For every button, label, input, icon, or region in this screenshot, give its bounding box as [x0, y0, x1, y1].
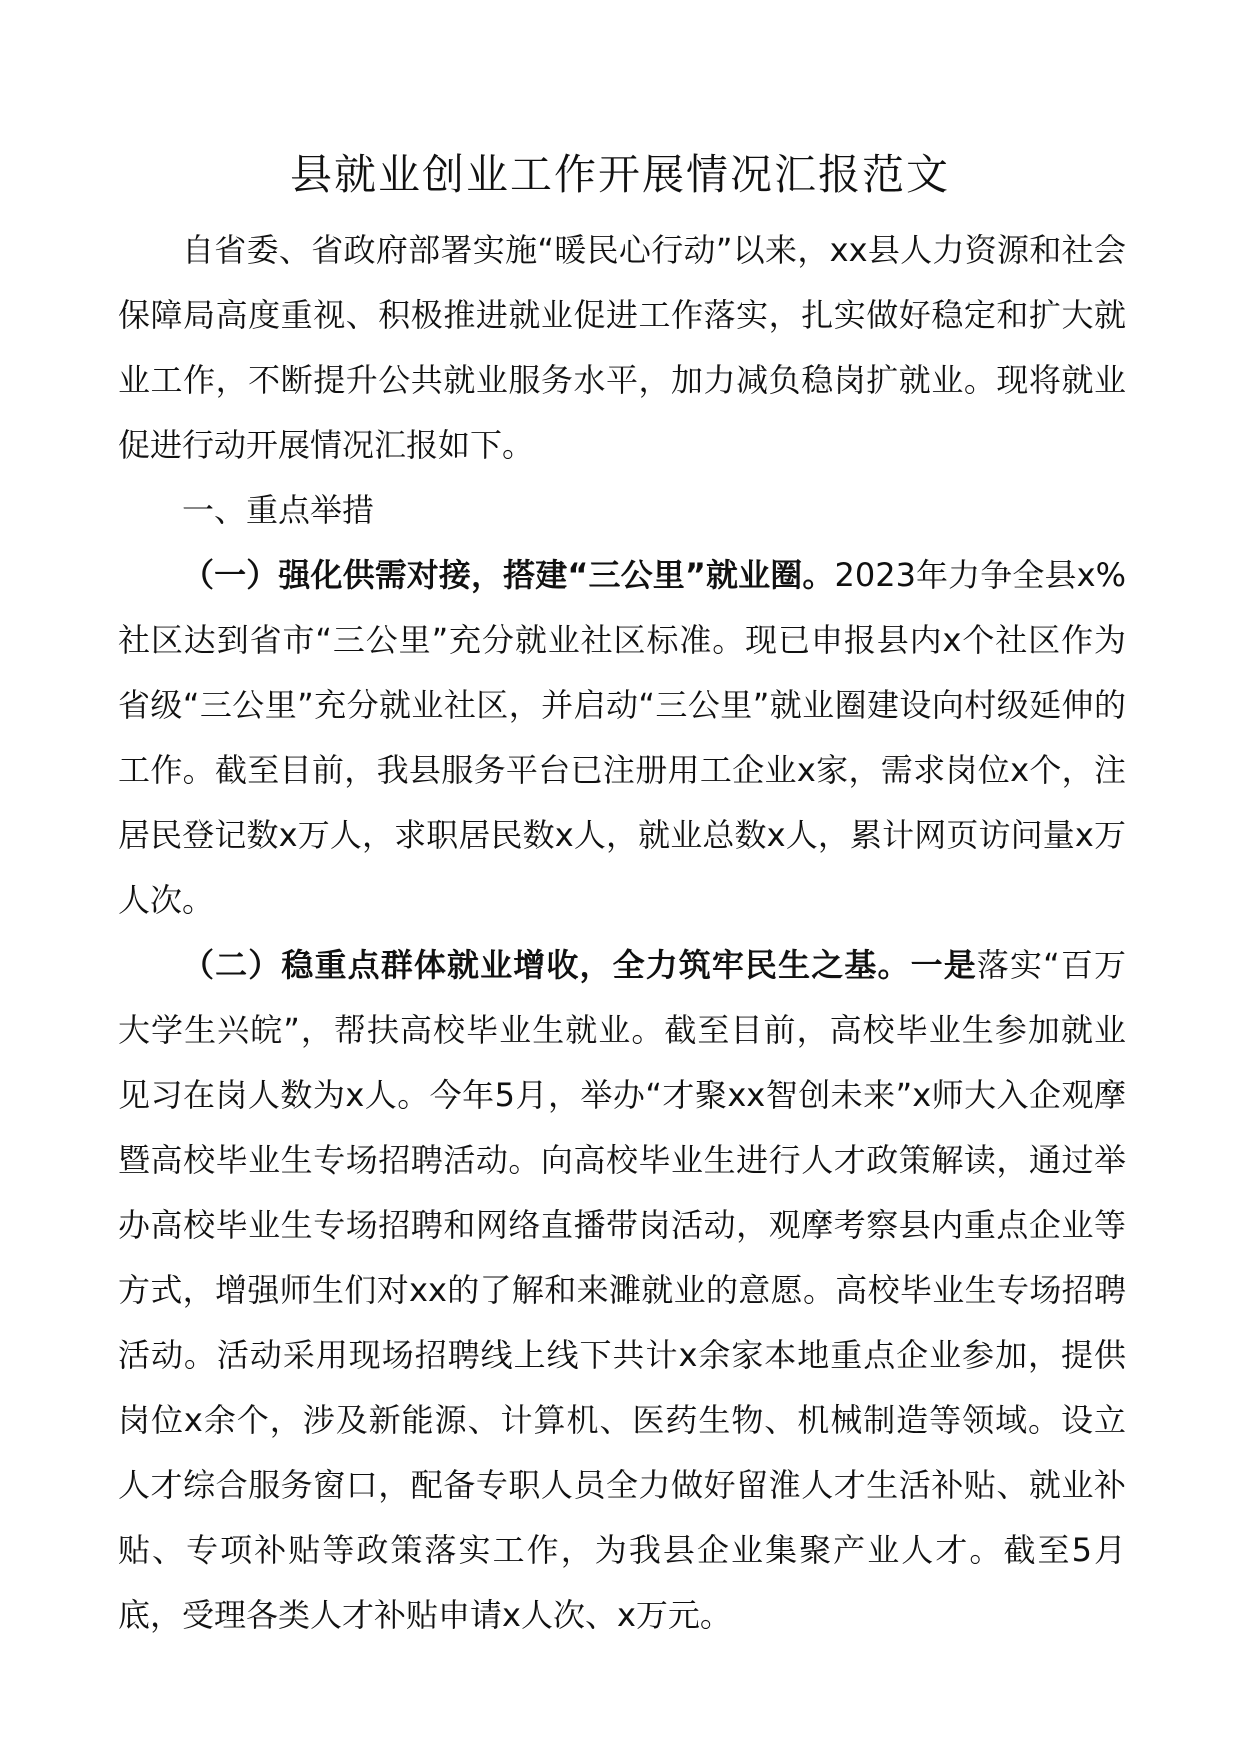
- item-1-paragraph: [118, 543, 1126, 933]
- item-2-sublead: 一是: [910, 946, 977, 984]
- intro-paragraph: 自省委、省政府部署实施“暖民心行动”以来，xx县人力资源和社会保障局高度重视、积极推进就业促进工作落实，扎实做好稳定和扩大就业工作，不断提升公共就业服务水平，加力减负稳岗扩就业。现将就业促进行动开展情况汇报如下。: [118, 231, 1126, 464]
- item-2-lead: （二）稳重点群体就业增收，全力筑牢民生之基。: [182, 946, 911, 984]
- section-heading-key-measures: 一、重点举措: [182, 491, 375, 529]
- item-2-text: 落实“百万大学生兴皖”，帮扶高校毕业生就业。截至目前，高校毕业生参加就业见习在岗人数为x人。今年5月，举办“才聚xx智创未来”x师大入企观摩暨高校毕业生专场招聘活动。向高校毕业生进行人才政策解读，通过举办高校毕业生专场招聘和网络直播带岗活动，观摩考察县内重点企业等方式，增强师生们对xx的了解和来濉就业的意愿。高校毕业生专场招聘活动。活动采用现场招聘线上线下共计x余家本地重点企业参加，提供岗位x余个，涉及新能源、计算机、医药生物、机械制造等领域。设立人才综合服务窗口，配备专职人员全力做好留淮人才生活补贴、就业补贴、专项补贴等政策落实工作，为我县企业集聚产业人才。截至5月底，受理各类人才补贴申请x人次、x万元。: [118, 946, 1126, 1634]
- document-title: 县就业创业工作开展情况汇报范文: [289, 150, 950, 199]
- item-1-text: 2023年力争全县x%社区达到省市“三公里”充分就业社区标准。现已申报县内x个社区作为省级“三公里”充分就业社区，并启动“三公里”就业圈建设向村级延伸的工作。截至目前，我县服务平台已注册用工企业x家，需求岗位x个，注居民登记数x万人，求职居民数x人，就业总数x人，累计网页访问量x万人次。: [118, 556, 1126, 919]
- item-1-lead: （一）强化供需对接，搭建“三公里”就业圈。: [182, 556, 835, 594]
- document-body: [118, 218, 1126, 1648]
- item-2-paragraph: [118, 933, 1126, 1648]
